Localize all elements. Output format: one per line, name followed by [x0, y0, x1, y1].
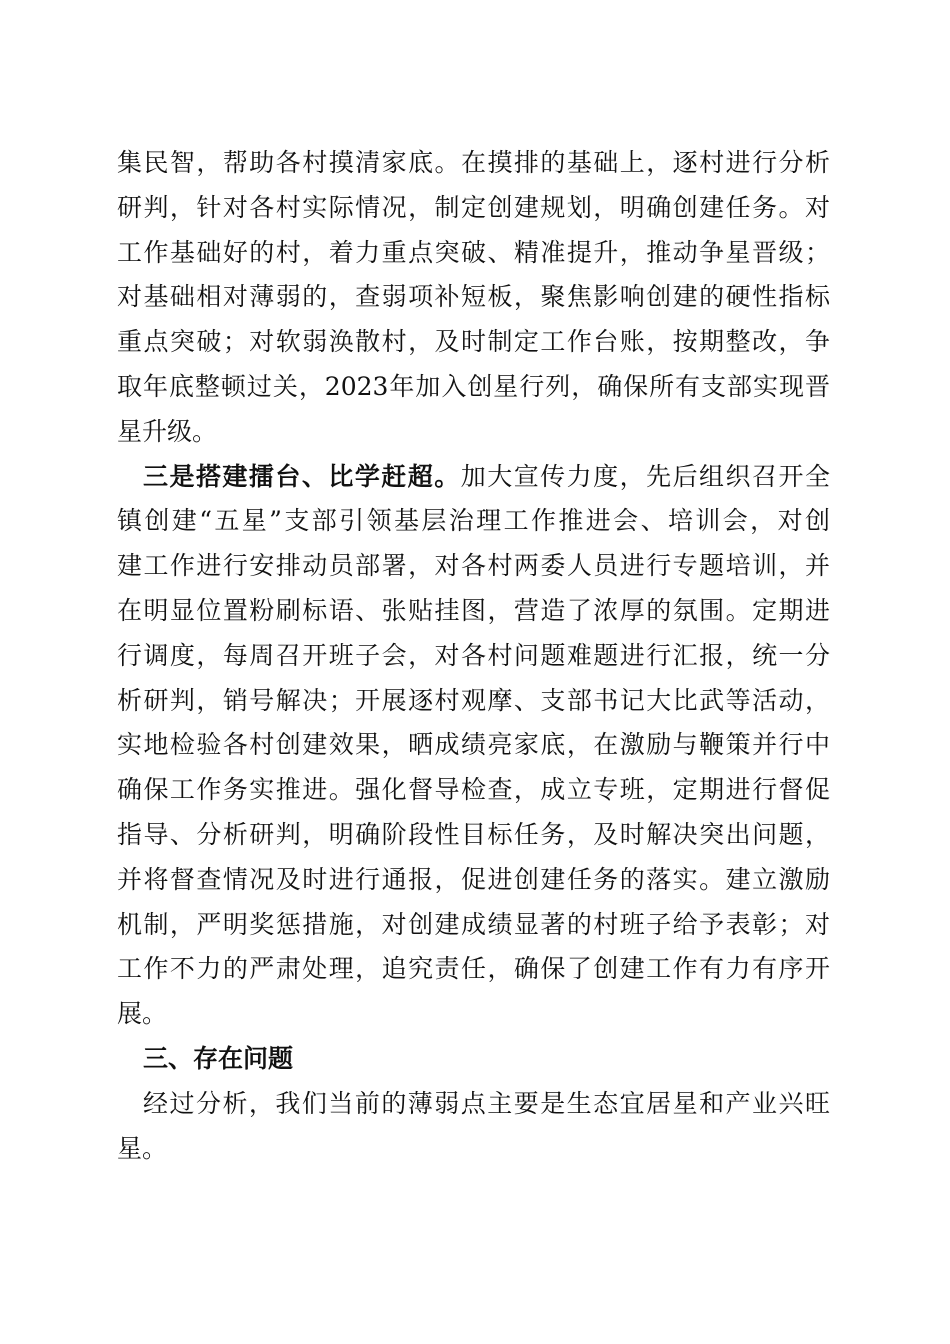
line-text: 析研判，销号解决；开展逐村观摩、支部书记大比武等活动， [117, 685, 830, 715]
paragraph [117, 1082, 830, 1172]
line-text: 镇创建“五星”支部引领基层治理工作推进会、培训会，对创 [117, 506, 830, 536]
text-line [117, 768, 830, 813]
text-line [117, 410, 830, 455]
line-text: 实地检验各村创建效果，晒成绩亮家底，在激励与鞭策并行中 [117, 730, 830, 760]
line-text: 确保工作务实推进。强化督导检查，成立专班，定期进行督促 [117, 775, 830, 805]
text-line [117, 679, 830, 724]
paragraph [117, 141, 830, 455]
document-page [117, 141, 830, 1171]
text-line [117, 320, 830, 365]
line-text: 在明显位置粉刷标语、张贴挂图，营造了浓厚的氛围。定期进 [117, 595, 830, 625]
bold-lead-phrase: 三是搭建擂台、比学赶超。 [143, 461, 461, 491]
text-line [117, 634, 830, 679]
line-text: 星升级。 [117, 416, 218, 446]
text-line [117, 1127, 830, 1172]
line-text: 集民智，帮助各村摸清家底。在摸排的基础上，逐村进行分析 [117, 148, 830, 177]
line-text: 展。 [117, 999, 168, 1029]
line-text: 加大宣传力度，先后组织召开全 [460, 461, 830, 491]
line-text: 三、存在问题 [143, 1043, 294, 1073]
text-line [117, 947, 830, 992]
paragraph [117, 455, 830, 1037]
text-line [117, 589, 830, 634]
line-text: 经过分析，我们当前的薄弱点主要是生态宜居星和产业兴旺 [143, 1088, 830, 1118]
line-text: 研判，针对各村实际情况，制定创建规划，明确创建任务。对 [117, 192, 830, 222]
line-text: 行调度，每周召开班子会，对各村问题难题进行汇报，统一分 [117, 640, 830, 670]
text-line [117, 455, 830, 500]
line-text: 指导、分析研判，明确阶段性目标任务，及时解决突出问题， [117, 819, 830, 849]
line-text: 建工作进行安排动员部署，对各村两委人员进行专题培训，并 [117, 551, 830, 581]
text-line [117, 365, 830, 410]
line-text: 工作不力的严肃处理，追究责任，确保了创建工作有力有序开 [117, 954, 830, 984]
line-text: 星。 [117, 1133, 168, 1163]
line-text: 工作基础好的村，着力重点突破、精准提升，推动争星晋级； [117, 237, 830, 267]
text-line [117, 141, 830, 186]
text-line [117, 275, 830, 320]
text-line [117, 499, 830, 544]
line-text: 重点突破；对软弱涣散村，及时制定工作台账，按期整改，争 [117, 327, 830, 357]
text-line [117, 992, 830, 1037]
text-line [117, 1082, 830, 1127]
text-line [117, 723, 830, 768]
text-line [117, 186, 830, 231]
section-heading [117, 1037, 830, 1082]
text-line [117, 903, 830, 948]
line-text: 并将督查情况及时进行通报，促进创建任务的落实。建立激励 [117, 864, 830, 894]
text-line [117, 813, 830, 858]
line-text: 对基础相对薄弱的，查弱项补短板，聚焦影响创建的硬性指标 [117, 282, 830, 312]
text-line [117, 544, 830, 589]
text-line [117, 1037, 830, 1082]
line-text: 取年底整顿过关，2023年加入创星行列，确保所有支部实现晋 [117, 371, 830, 401]
text-line [117, 858, 830, 903]
text-line [117, 231, 830, 276]
line-text: 机制，严明奖惩措施，对创建成绩显著的村班子给予表彰；对 [117, 909, 830, 939]
